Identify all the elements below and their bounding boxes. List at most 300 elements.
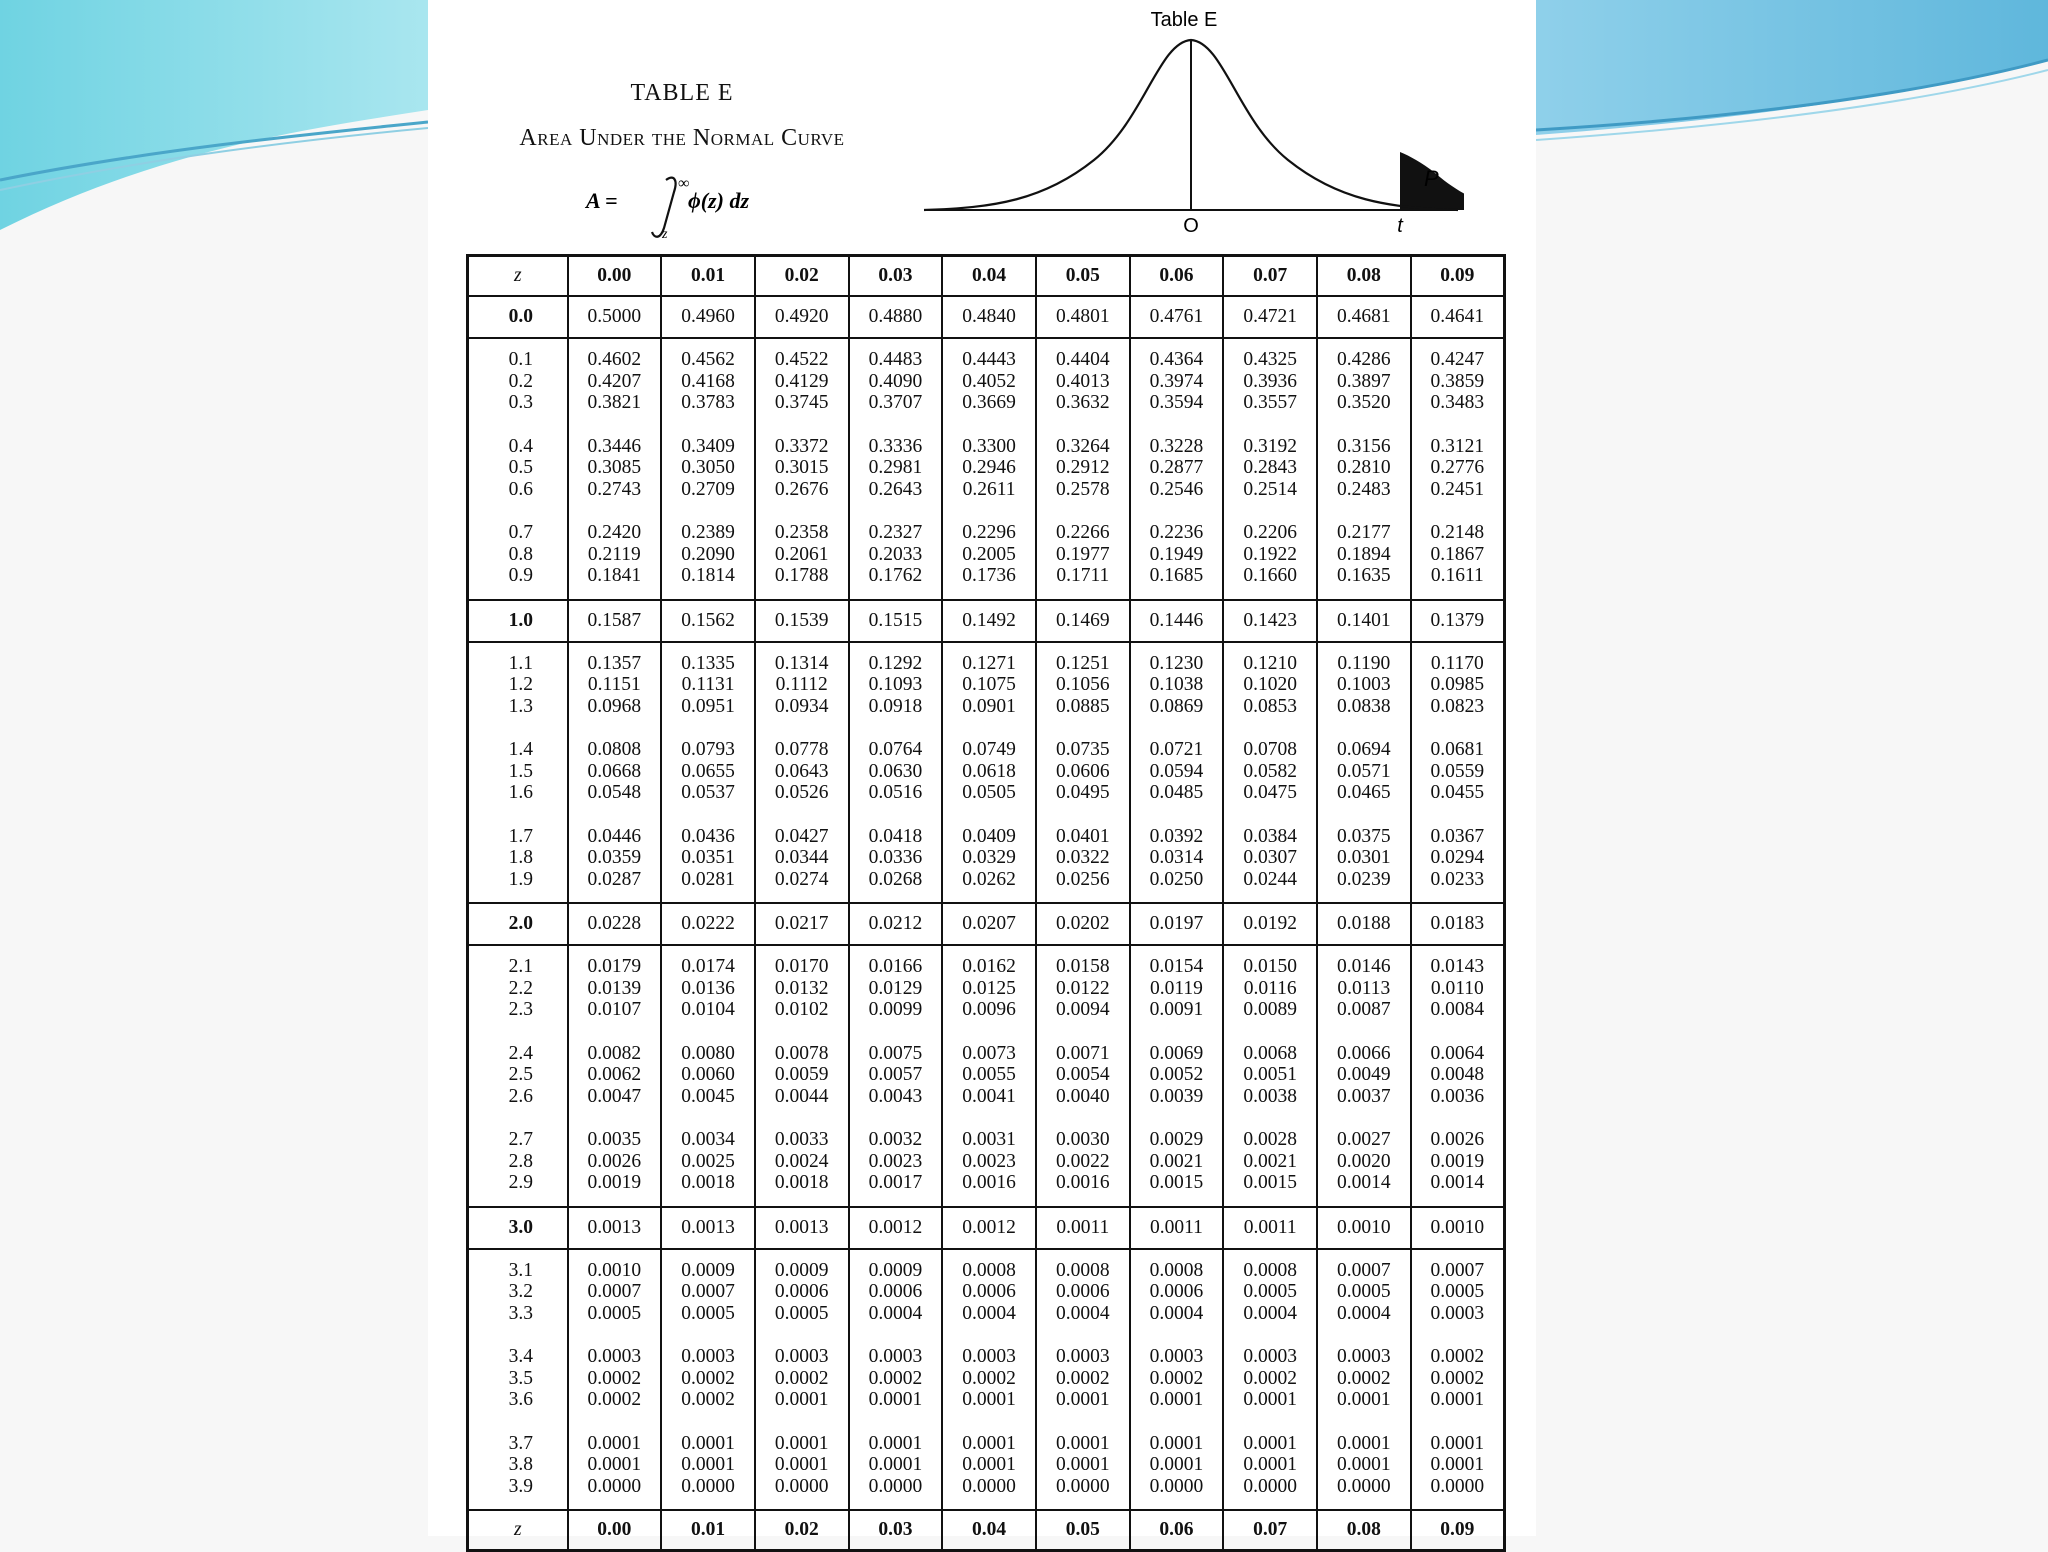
formula-upper-limit: ∞ [678,175,690,192]
area-value-cell: 0.0023 [942,1151,1036,1173]
area-value-cell: 0.0005 [1223,1281,1317,1303]
z-value-cell: 1.5 [508,760,533,782]
area-value-cell: 0.4641 [1411,296,1505,338]
area-value-cell: 0.1841 [568,565,662,600]
area-value-cell: 0.0033 [755,1119,849,1151]
area-value-cell: 0.0012 [849,1207,943,1249]
column-footer: 0.05 [1036,1510,1130,1551]
area-value-cell: 0.2090 [661,544,755,566]
table-row [468,1151,1505,1173]
column-header: 0.07 [1223,256,1317,297]
area-value-cell: 0.0104 [661,999,755,1033]
z-value-cell: 1.2 [508,674,533,695]
area-value-cell: 0.0838 [1317,696,1411,730]
area-value-cell: 0.0000 [568,1476,662,1511]
area-value-cell: 0.0823 [1411,696,1505,730]
area-value-cell: 0.0024 [755,1151,849,1173]
area-value-cell: 0.0427 [755,816,849,848]
area-value-cell: 0.0314 [1130,847,1224,869]
area-value-cell: 0.0455 [1411,782,1505,816]
area-value-cell: 0.0043 [849,1086,943,1120]
column-header: 0.00 [568,256,662,297]
area-value-cell: 0.3156 [1317,426,1411,458]
area-value-cell: 0.0582 [1223,761,1317,783]
area-value-cell: 0.0009 [661,1249,755,1282]
area-value-cell: 0.0089 [1223,999,1317,1033]
area-value-cell: 0.2810 [1317,457,1411,479]
area-value-cell: 0.0023 [849,1151,943,1173]
z-value-cell: 2.1 [508,956,533,977]
area-value-cell: 0.3228 [1130,426,1224,458]
area-value-cell: 0.2358 [755,512,849,544]
z-value-cell: 1.0 [468,600,568,642]
area-value-cell: 0.0057 [849,1064,943,1086]
table-subtitle: Area Under the Normal Curve [519,125,845,151]
area-value-cell: 0.0154 [1130,945,1224,978]
area-value-cell: 0.1446 [1130,600,1224,642]
z-value-cell: 2.3 [508,999,533,1020]
z-value-cell: 0.3 [508,392,533,413]
area-value-cell: 0.0571 [1317,761,1411,783]
z-value-cell: 3.9 [508,1475,533,1497]
area-value-cell: 0.1894 [1317,544,1411,566]
area-value-cell: 0.0129 [849,978,943,1000]
area-value-cell: 0.0162 [942,945,1036,978]
area-value-cell: 0.3594 [1130,392,1224,426]
area-value-cell: 0.4522 [755,338,849,371]
column-header: 0.02 [755,256,849,297]
area-value-cell: 0.0465 [1317,782,1411,816]
area-value-cell: 0.0001 [1317,1454,1411,1476]
area-value-cell: 0.1379 [1411,600,1505,642]
area-value-cell: 0.4247 [1411,338,1505,371]
area-value-cell: 0.0012 [942,1207,1036,1249]
area-value-cell: 0.0021 [1130,1151,1224,1173]
area-value-cell: 0.0006 [942,1281,1036,1303]
area-value-cell: 0.1949 [1130,544,1224,566]
area-value-cell: 0.2327 [849,512,943,544]
area-value-cell: 0.0010 [1317,1207,1411,1249]
z-value-cell: 2.9 [468,1172,568,1207]
z-value-cell: 2.8 [508,1150,533,1172]
area-value-cell: 0.3520 [1317,392,1411,426]
area-value-cell: 0.0003 [1036,1336,1130,1368]
area-value-cell: 0.4052 [942,371,1036,393]
area-value-cell: 0.0262 [942,869,1036,904]
area-value-cell: 0.0007 [661,1281,755,1303]
area-value-cell: 0.0084 [1411,999,1505,1033]
area-value-cell: 0.3336 [849,426,943,458]
area-value-cell: 0.2514 [1223,479,1317,513]
area-value-cell: 0.0037 [1317,1086,1411,1120]
table-row [468,1086,1505,1120]
area-value-cell: 0.1685 [1130,565,1224,600]
column-footer: 0.04 [942,1510,1036,1551]
area-value-cell: 0.0017 [849,1172,943,1207]
area-value-cell: 0.0002 [1036,1368,1130,1390]
area-value-cell: 0.0150 [1223,945,1317,978]
area-value-cell: 0.4364 [1130,338,1224,371]
area-value-cell: 0.1814 [661,565,755,600]
table-row [468,1064,1505,1086]
z-value-cell: 2.6 [508,1085,533,1107]
z-value-cell: 1.4 [508,739,533,760]
area-value-cell: 0.0006 [1130,1281,1224,1303]
area-value-cell: 0.0217 [755,903,849,945]
area-value-cell: 0.0002 [568,1389,662,1423]
area-value-cell: 0.4013 [1036,371,1130,393]
area-value-cell: 0.1075 [942,674,1036,696]
table-row [468,903,1505,945]
area-value-cell: 0.4483 [849,338,943,371]
area-value-cell: 0.1038 [1130,674,1224,696]
area-value-cell: 0.0004 [1317,1303,1411,1337]
area-value-cell: 0.4681 [1317,296,1411,338]
area-value-cell: 0.0022 [1036,1151,1130,1173]
area-value-cell: 0.0901 [942,696,1036,730]
area-value-cell: 0.1539 [755,600,849,642]
area-value-cell: 0.1562 [661,600,755,642]
area-value-cell: 0.0075 [849,1033,943,1065]
area-value-cell: 0.4920 [755,296,849,338]
area-value-cell: 0.0005 [568,1303,662,1337]
area-value-cell: 0.0003 [661,1336,755,1368]
area-value-cell: 0.0001 [755,1454,849,1476]
area-value-cell: 0.0007 [1411,1249,1505,1282]
table-row [468,674,1505,696]
area-value-cell: 0.0045 [661,1086,755,1120]
area-value-cell: 0.2946 [942,457,1036,479]
area-value-cell: 0.0001 [942,1454,1036,1476]
table-row [468,642,1505,675]
table-row [468,565,1505,600]
area-value-cell: 0.0001 [849,1454,943,1476]
z-value-cell: 3.5 [508,1367,533,1389]
area-value-cell: 0.0001 [1036,1389,1130,1423]
column-footer: 0.02 [755,1510,849,1551]
area-value-cell: 0.0001 [1317,1423,1411,1455]
area-value-cell: 0.0244 [1223,869,1317,904]
area-value-cell: 0.0004 [1036,1303,1130,1337]
area-value-cell: 0.0035 [568,1119,662,1151]
table-row [468,978,1505,1000]
area-value-cell: 0.2148 [1411,512,1505,544]
origin-label: O [1183,215,1199,237]
area-value-cell: 0.0274 [755,869,849,904]
area-value-cell: 0.0212 [849,903,943,945]
area-value-cell: 0.2206 [1223,512,1317,544]
area-value-cell: 0.0322 [1036,847,1130,869]
area-value-cell: 0.0764 [849,729,943,761]
column-header: 0.08 [1317,256,1411,297]
area-value-cell: 0.0559 [1411,761,1505,783]
area-value-cell: 0.1210 [1223,642,1317,675]
area-value-cell: 0.0158 [1036,945,1130,978]
area-value-cell: 0.0025 [661,1151,755,1173]
area-value-cell: 0.0268 [849,869,943,904]
area-value-cell: 0.0418 [849,816,943,848]
area-value-cell: 0.0001 [661,1454,755,1476]
normal-curve-figure [904,0,1464,250]
area-value-cell: 0.0183 [1411,903,1505,945]
table-row [468,1389,1505,1423]
column-footer: 0.03 [849,1510,943,1551]
area-value-cell: 0.0036 [1411,1086,1505,1120]
table-row [468,696,1505,730]
formula-lhs: A = [586,188,618,213]
area-value-cell: 0.0002 [568,1368,662,1390]
area-value-cell: 0.1660 [1223,565,1317,600]
column-header: 0.06 [1130,256,1224,297]
area-value-cell: 0.1469 [1036,600,1130,642]
area-value-cell: 0.0001 [755,1389,849,1423]
area-value-cell: 0.0001 [1223,1389,1317,1423]
area-value-cell: 0.0174 [661,945,755,978]
area-value-cell: 0.0019 [568,1172,662,1207]
area-value-cell: 0.0606 [1036,761,1130,783]
area-value-cell: 0.4443 [942,338,1036,371]
area-value-cell: 0.0005 [1411,1281,1505,1303]
area-value-cell: 0.0002 [1411,1336,1505,1368]
area-value-cell: 0.0668 [568,761,662,783]
table-row [468,847,1505,869]
area-value-cell: 0.0146 [1317,945,1411,978]
area-value-cell: 0.0049 [1317,1064,1411,1086]
area-value-cell: 0.1711 [1036,565,1130,600]
column-header: 0.09 [1411,256,1505,297]
area-value-cell: 0.0694 [1317,729,1411,761]
table-row [468,1249,1505,1282]
area-value-cell: 0.0002 [1411,1368,1505,1390]
z-value-cell: 1.8 [508,847,533,868]
area-value-cell: 0.0013 [755,1207,849,1249]
area-value-cell: 0.0516 [849,782,943,816]
area-value-cell: 0.1003 [1317,674,1411,696]
area-value-cell: 0.0078 [755,1033,849,1065]
area-value-cell: 0.0000 [755,1476,849,1511]
area-value-cell: 0.0136 [661,978,755,1000]
area-value-cell: 0.1515 [849,600,943,642]
area-value-cell: 0.0001 [942,1423,1036,1455]
area-value-cell: 0.0060 [661,1064,755,1086]
column-footer: 0.09 [1411,1510,1505,1551]
area-value-cell: 0.2912 [1036,457,1130,479]
area-value-cell: 0.1093 [849,674,943,696]
z-column-footer: z [468,1510,568,1551]
area-value-cell: 0.0207 [942,903,1036,945]
area-value-cell: 0.0071 [1036,1033,1130,1065]
area-value-cell: 0.0007 [1317,1249,1411,1282]
area-value-cell: 0.0721 [1130,729,1224,761]
area-value-cell: 0.4880 [849,296,943,338]
area-value-cell: 0.1788 [755,565,849,600]
area-value-cell: 0.2119 [568,544,662,566]
area-value-cell: 0.0001 [568,1423,662,1455]
area-value-cell: 0.0618 [942,761,1036,783]
area-value-cell: 0.3409 [661,426,755,458]
area-value-cell: 0.0066 [1317,1033,1411,1065]
z-value-cell: 1.6 [508,782,533,803]
area-value-cell: 0.0005 [661,1303,755,1337]
z-value-cell: 3.7 [508,1432,533,1454]
area-value-cell: 0.0359 [568,847,662,869]
column-header: 0.01 [661,256,755,297]
area-value-cell: 0.4090 [849,371,943,393]
table-row [468,761,1505,783]
area-value-cell: 0.3669 [942,392,1036,426]
area-value-cell: 0.4207 [568,371,662,393]
area-value-cell: 0.0010 [1411,1207,1505,1249]
area-value-cell: 0.0082 [568,1033,662,1065]
area-value-cell: 0.0014 [1411,1172,1505,1207]
area-value-cell: 0.0505 [942,782,1036,816]
area-value-cell: 0.1867 [1411,544,1505,566]
area-value-cell: 0.2776 [1411,457,1505,479]
area-value-cell: 0.4129 [755,371,849,393]
area-value-cell: 0.0031 [942,1119,1036,1151]
table-title: TABLE E [630,80,734,106]
area-value-cell: 0.0009 [849,1249,943,1282]
area-value-cell: 0.0006 [849,1281,943,1303]
area-value-cell: 0.0526 [755,782,849,816]
area-value-cell: 0.4562 [661,338,755,371]
area-value-cell: 0.0239 [1317,869,1411,904]
area-value-cell: 0.0044 [755,1086,849,1120]
area-value-cell: 0.1170 [1411,642,1505,675]
area-value-cell: 0.0003 [942,1336,1036,1368]
area-value-cell: 0.4602 [568,338,662,371]
z-value-cell: 0.0 [468,296,568,338]
column-header: 0.05 [1036,256,1130,297]
slide-decoration-right [1536,0,2048,160]
table-row [468,1172,1505,1207]
area-value-cell: 0.0013 [568,1207,662,1249]
area-value-cell: 0.0016 [942,1172,1036,1207]
area-value-cell: 0.0179 [568,945,662,978]
area-value-cell: 0.0307 [1223,847,1317,869]
area-value-cell: 0.0041 [942,1086,1036,1120]
area-value-cell: 0.2420 [568,512,662,544]
area-value-cell: 0.0485 [1130,782,1224,816]
column-footer: 0.01 [661,1510,755,1551]
area-value-cell: 0.3783 [661,392,755,426]
area-value-cell: 0.0005 [755,1303,849,1337]
area-value-cell: 0.0018 [755,1172,849,1207]
area-value-cell: 0.2546 [1130,479,1224,513]
area-value-cell: 0.0001 [849,1423,943,1455]
table-row [468,1454,1505,1476]
table-row [468,782,1505,816]
area-value-cell: 0.0008 [1036,1249,1130,1282]
area-value-cell: 0.0001 [1317,1389,1411,1423]
area-value-cell: 0.2005 [942,544,1036,566]
area-value-cell: 0.0004 [1130,1303,1224,1337]
z-value-cell: 0.9 [468,565,568,600]
area-value-cell: 0.2296 [942,512,1036,544]
area-value-cell: 0.0002 [1223,1368,1317,1390]
area-value-cell: 0.0018 [661,1172,755,1207]
area-value-cell: 0.0055 [942,1064,1036,1086]
area-value-cell: 0.1977 [1036,544,1130,566]
area-value-cell: 0.2483 [1317,479,1411,513]
area-value-cell: 0.3632 [1036,392,1130,426]
formula-lower-limit: z [662,227,668,242]
area-value-cell: 0.0011 [1130,1207,1224,1249]
z-value-cell: 3.1 [508,1259,533,1281]
area-value-cell: 0.1020 [1223,674,1317,696]
z-value-cell: 2.7 [508,1129,533,1150]
area-value-cell: 0.3085 [568,457,662,479]
area-value-cell: 0.0222 [661,903,755,945]
area-value-cell: 0.0028 [1223,1119,1317,1151]
area-value-cell: 0.0594 [1130,761,1224,783]
area-value-cell: 0.0001 [849,1389,943,1423]
area-value-cell: 0.0003 [849,1336,943,1368]
area-value-cell: 0.0029 [1130,1119,1224,1151]
area-value-cell: 0.0537 [661,782,755,816]
area-value-cell: 0.4721 [1223,296,1317,338]
area-value-cell: 0.0985 [1411,674,1505,696]
area-value-cell: 0.5000 [568,296,662,338]
area-value-cell: 0.0202 [1036,903,1130,945]
area-value-cell: 0.2578 [1036,479,1130,513]
area-value-cell: 0.0301 [1317,847,1411,869]
p-label: P [1424,166,1439,191]
area-value-cell: 0.0294 [1411,847,1505,869]
area-value-cell: 0.0001 [1411,1389,1505,1423]
area-value-cell: 0.0001 [661,1423,755,1455]
area-value-cell: 0.0002 [661,1368,755,1390]
table-row [468,816,1505,848]
area-value-cell: 0.0001 [1130,1389,1224,1423]
area-value-cell: 0.3446 [568,426,662,458]
area-value-cell: 0.0005 [1317,1281,1411,1303]
z-value-cell: 0.1 [508,349,533,370]
area-value-cell: 0.3192 [1223,426,1317,458]
table-row [468,296,1505,338]
area-value-cell: 0.2709 [661,479,755,513]
area-value-cell: 0.1357 [568,642,662,675]
area-value-cell: 0.0006 [755,1281,849,1303]
area-value-cell: 0.0007 [568,1281,662,1303]
area-value-cell: 0.0968 [568,696,662,730]
area-value-cell: 0.3897 [1317,371,1411,393]
area-value-cell: 0.0643 [755,761,849,783]
area-value-cell: 0.3974 [1130,371,1224,393]
area-value-cell: 0.0026 [568,1151,662,1173]
area-value-cell: 0.0026 [1411,1119,1505,1151]
area-value-cell: 0.0008 [1130,1249,1224,1282]
area-value-cell: 0.0281 [661,869,755,904]
area-value-cell: 0.0110 [1411,978,1505,1000]
area-value-cell: 0.1423 [1223,600,1317,642]
area-value-cell: 0.0011 [1223,1207,1317,1249]
area-value-cell: 0.0351 [661,847,755,869]
area-value-cell: 0.0336 [849,847,943,869]
area-value-cell: 0.3372 [755,426,849,458]
area-value-cell: 0.0475 [1223,782,1317,816]
z-value-cell: 3.0 [468,1207,568,1249]
area-value-cell: 0.0233 [1411,869,1505,904]
area-value-cell: 0.0013 [661,1207,755,1249]
area-value-cell: 0.0008 [1223,1249,1317,1282]
area-value-cell: 0.0287 [568,869,662,904]
area-value-cell: 0.3264 [1036,426,1130,458]
area-value-cell: 0.3557 [1223,392,1317,426]
table-row [468,600,1505,642]
z-value-cell: 3.2 [508,1281,533,1302]
area-value-cell: 0.4960 [661,296,755,338]
